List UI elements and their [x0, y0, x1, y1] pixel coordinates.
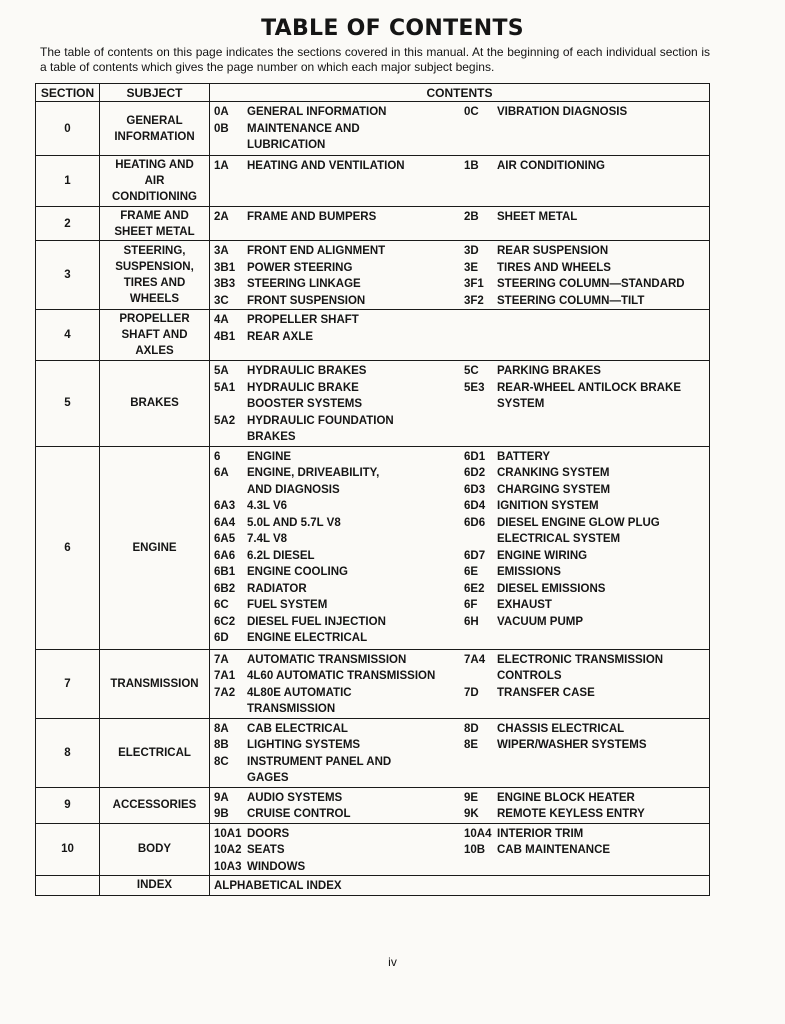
- toc-entry: [464, 209, 709, 226]
- entry-code: 9B: [214, 808, 229, 820]
- section-contents: [210, 823, 710, 876]
- section-row: [36, 310, 710, 361]
- entry-label: DIESEL ENGINE GLOW PLUG ELECTRICAL SYSTEM: [497, 516, 660, 545]
- entry-label: REMOTE KEYLESS ENTRY: [497, 808, 645, 820]
- section-number: 4: [36, 310, 100, 361]
- contents-column-right: [464, 363, 709, 446]
- section-row: [36, 207, 710, 241]
- toc-entry: [214, 121, 464, 154]
- entry-code: 1B: [464, 160, 479, 172]
- entry-label: CRANKING SYSTEM: [497, 467, 610, 479]
- toc-entry: [464, 842, 709, 859]
- toc-table: [35, 83, 710, 896]
- toc-entry: [214, 293, 464, 310]
- entry-label: ELECTRONIC TRANSMISSION CONTROLS: [497, 653, 664, 682]
- entry-code: 3C: [214, 294, 229, 307]
- entry-label: TRANSFER CASE: [497, 686, 595, 699]
- section-header: SECTION: [36, 84, 100, 102]
- section-row: [36, 876, 710, 896]
- entry-label: FRAME AND BUMPERS: [247, 211, 377, 223]
- section-subject: PROPELLER SHAFT AND AXLES: [100, 310, 210, 361]
- entry-code: 6A4: [214, 516, 236, 529]
- section-row: [36, 156, 710, 207]
- entry-label: STEERING LINKAGE: [247, 278, 361, 290]
- entry-code: 6D7: [464, 549, 486, 562]
- toc-entry: [214, 614, 464, 631]
- entry-code: 6A5: [214, 533, 236, 545]
- page-title: TABLE OF CONTENTS: [261, 16, 524, 41]
- contents-column-right: [464, 878, 709, 895]
- entry-code: 3B1: [214, 261, 236, 274]
- toc-entry: [214, 243, 464, 260]
- entry-code: 5A2: [214, 414, 236, 427]
- entry-code: 7A: [214, 653, 229, 666]
- toc-entry: [464, 293, 709, 310]
- toc-entry: [214, 597, 464, 614]
- toc-entry: [464, 826, 709, 843]
- entry-code: 8A: [214, 722, 229, 735]
- entry-label: 4.3L V6: [247, 500, 288, 512]
- toc-entry: [214, 685, 464, 718]
- toc-entry: [464, 614, 709, 631]
- toc-entry: [214, 878, 464, 895]
- contents-column-left: [210, 790, 464, 823]
- toc-entry: [214, 380, 464, 413]
- entry-label: WIPER/WASHER SYSTEMS: [497, 739, 647, 751]
- toc-entry: [214, 806, 464, 823]
- contents-column-left: [210, 721, 464, 787]
- entry-label: REAR-WHEEL ANTILOCK BRAKE SYSTEM: [497, 381, 681, 410]
- toc-entry: [214, 260, 464, 277]
- entry-code: 10A2: [214, 844, 242, 856]
- contents-column-right: [464, 449, 709, 647]
- entry-label: ENGINE ELECTRICAL: [247, 632, 368, 644]
- section-contents: [210, 310, 710, 361]
- entry-code: 6B1: [214, 566, 236, 578]
- entry-code: 8D: [464, 722, 479, 735]
- entry-label: FRONT SUSPENSION: [247, 294, 366, 307]
- section-subject: ENGINE: [100, 446, 210, 649]
- entry-code: 6D3: [464, 483, 486, 496]
- toc-entry: [464, 515, 709, 548]
- entry-label: INTERIOR TRIM: [497, 827, 584, 840]
- entry-code: 4A: [214, 314, 229, 326]
- entry-label: INSTRUMENT PANEL AND GAGES: [247, 755, 392, 784]
- toc-entry: [464, 276, 709, 293]
- section-row: [36, 446, 710, 649]
- entry-label: AIR CONDITIONING: [497, 160, 605, 172]
- entry-code: 6C: [214, 599, 229, 611]
- entry-label: HYDRAULIC BRAKES: [247, 365, 367, 377]
- entry-label: 6.2L DIESEL: [247, 549, 315, 562]
- entry-label: MAINTENANCE AND LUBRICATION: [247, 122, 360, 151]
- toc-entry: [214, 581, 464, 598]
- toc-entry: [214, 531, 464, 548]
- toc-entry: [464, 260, 709, 277]
- contents-column-left: [210, 449, 464, 647]
- section-contents: [210, 787, 710, 823]
- contents-column-right: [464, 209, 709, 226]
- entry-code: 6E: [464, 566, 479, 578]
- entry-code: 10B: [464, 844, 486, 856]
- toc-entry: [214, 859, 464, 876]
- entry-code: 7D: [464, 686, 479, 699]
- toc-entry: [464, 652, 709, 685]
- section-contents: [210, 207, 710, 241]
- section-contents: [210, 718, 710, 787]
- toc-entry: [464, 685, 709, 702]
- contents-column-left: [210, 104, 464, 154]
- entry-label: PARKING BRAKES: [497, 365, 601, 377]
- entry-label: DIESEL FUEL INJECTION: [247, 615, 386, 628]
- section-row: [36, 361, 710, 447]
- section-number: 3: [36, 241, 100, 310]
- toc-entry: [464, 363, 709, 380]
- entry-code: 2A: [214, 211, 229, 223]
- entry-label: STEERING COLUMN—STANDARD: [497, 278, 685, 290]
- toc-entry: [214, 515, 464, 532]
- entry-label: EXHAUST: [497, 599, 552, 611]
- entry-code: 8B: [214, 739, 229, 751]
- entry-label: CHARGING SYSTEM: [497, 483, 611, 496]
- entry-code: 6B2: [214, 582, 236, 595]
- entry-code: 9E: [464, 791, 479, 804]
- contents-column-left: [210, 878, 464, 895]
- entry-code: 5A1: [214, 381, 236, 394]
- section-row: [36, 102, 710, 156]
- toc-entry: [214, 754, 464, 787]
- contents-column-left: [210, 243, 464, 309]
- toc-entry: [214, 413, 464, 446]
- section-contents: [210, 102, 710, 156]
- entry-code: 6D1: [464, 450, 486, 463]
- contents-column-left: [210, 209, 464, 226]
- toc-entry: [214, 449, 464, 466]
- entry-label: 5.0L AND 5.7L V8: [247, 516, 341, 529]
- section-number: 6: [36, 446, 100, 649]
- toc-entry: [464, 737, 709, 754]
- entry-code: 6H: [464, 615, 479, 628]
- page-number: iv: [388, 955, 397, 969]
- toc-entry: [214, 209, 464, 226]
- section-number: 0: [36, 102, 100, 156]
- entry-code: 10A1: [214, 827, 242, 840]
- entry-label: VACUUM PUMP: [497, 615, 584, 628]
- entry-code: 3A: [214, 245, 229, 257]
- section-number: 1: [36, 156, 100, 207]
- toc-entry: [214, 668, 464, 685]
- section-row: [36, 718, 710, 787]
- section-subject: BODY: [100, 823, 210, 876]
- section-subject: ELECTRICAL: [100, 718, 210, 787]
- section-row: [36, 649, 710, 718]
- section-contents: [210, 361, 710, 447]
- entry-label: ENGINE: [247, 450, 292, 463]
- section-subject: GENERAL INFORMATION: [100, 102, 210, 156]
- toc-entry: [464, 449, 709, 466]
- entry-code: 5A: [214, 365, 229, 377]
- entry-label: AUTOMATIC TRANSMISSION: [247, 653, 407, 666]
- entry-label: TIRES AND WHEELS: [497, 261, 611, 274]
- entry-label: REAR SUSPENSION: [497, 245, 609, 257]
- toc-entry: [464, 790, 709, 807]
- entry-code: 9K: [464, 808, 479, 820]
- entry-code: 8C: [214, 755, 229, 768]
- section-contents: [210, 876, 710, 896]
- entry-code: 6E2: [464, 582, 485, 595]
- section-number: [36, 876, 100, 896]
- entry-label: CHASSIS ELECTRICAL: [497, 722, 625, 735]
- toc-entry: [214, 826, 464, 843]
- entry-code: 5C: [464, 365, 479, 377]
- entry-label: LIGHTING SYSTEMS: [247, 739, 361, 751]
- toc-entry: [464, 380, 709, 413]
- section-contents: [210, 446, 710, 649]
- toc-entry: [464, 158, 709, 175]
- entry-code: 3B3: [214, 278, 236, 290]
- entry-label: PROPELLER SHAFT: [247, 314, 359, 326]
- entry-label: 7.4L V8: [247, 533, 288, 545]
- toc-entry: [464, 482, 709, 499]
- entry-label: HYDRAULIC FOUNDATION BRAKES: [247, 414, 394, 443]
- entry-label: ENGINE, DRIVEABILITY, AND DIAGNOSIS: [247, 467, 380, 496]
- entry-code: 6D6: [464, 516, 486, 529]
- contents-column-left: [210, 826, 464, 876]
- entry-label: POWER STEERING: [247, 261, 353, 274]
- entry-code: 3F1: [464, 278, 484, 290]
- entry-code: 6F: [464, 599, 478, 611]
- entry-label: CRUISE CONTROL: [247, 808, 351, 820]
- entry-code: 9A: [214, 791, 229, 804]
- contents-header: CONTENTS: [210, 84, 710, 102]
- section-subject: INDEX: [100, 876, 210, 896]
- toc-entry: [214, 790, 464, 807]
- section-number: 5: [36, 361, 100, 447]
- entry-label: IGNITION SYSTEM: [497, 500, 599, 512]
- toc-entry: [214, 842, 464, 859]
- toc-header-row: [36, 84, 710, 102]
- section-contents: [210, 156, 710, 207]
- entry-code: 10A3: [214, 860, 242, 873]
- toc-entry: [464, 243, 709, 260]
- toc-entry: [464, 806, 709, 823]
- entry-code: 7A4: [464, 653, 486, 666]
- entry-code: 6A3: [214, 500, 236, 512]
- section-row: [36, 241, 710, 310]
- entry-label: FRONT END ALIGNMENT: [247, 245, 386, 257]
- toc-entry: [464, 548, 709, 565]
- entry-code: 4B1: [214, 330, 236, 343]
- contents-column-right: [464, 312, 709, 345]
- section-number: 8: [36, 718, 100, 787]
- entry-code: 0A: [214, 106, 229, 118]
- section-number: 9: [36, 787, 100, 823]
- entry-label: BATTERY: [497, 450, 551, 463]
- entry-label: ENGINE COOLING: [247, 566, 348, 578]
- toc-entry: [214, 564, 464, 581]
- entry-label: RADIATOR: [247, 582, 307, 595]
- entry-code: 1A: [214, 160, 229, 172]
- entry-code: 7A2: [214, 686, 236, 699]
- entry-label: FUEL SYSTEM: [247, 599, 328, 611]
- entry-label: CAB ELECTRICAL: [247, 722, 348, 735]
- contents-column-right: [464, 158, 709, 175]
- toc-entry: [214, 276, 464, 293]
- entry-code: 5E3: [464, 381, 485, 394]
- entry-label: REAR AXLE: [247, 330, 314, 343]
- section-subject: HEATING AND AIR CONDITIONING: [100, 156, 210, 207]
- entry-code: 0B: [214, 122, 229, 135]
- entry-code: 6: [214, 450, 221, 463]
- subject-header: SUBJECT: [100, 84, 210, 102]
- contents-column-right: [464, 104, 709, 154]
- section-number: 10: [36, 823, 100, 876]
- entry-label: HEATING AND VENTILATION: [247, 160, 405, 172]
- contents-column-right: [464, 721, 709, 787]
- contents-column-left: [210, 363, 464, 446]
- entry-label: SHEET METAL: [497, 211, 578, 223]
- entry-code: 3D: [464, 245, 479, 257]
- toc-entry: [214, 630, 464, 647]
- section-subject: TRANSMISSION: [100, 649, 210, 718]
- entry-label: EMISSIONS: [497, 566, 561, 578]
- toc-entry: [464, 581, 709, 598]
- entry-label: CAB MAINTENANCE: [497, 844, 611, 856]
- entry-code: 6C2: [214, 615, 236, 628]
- entry-code: 6D: [214, 632, 229, 644]
- entry-code: 6D4: [464, 500, 486, 512]
- toc-entry: [214, 465, 464, 498]
- toc-entry: [464, 597, 709, 614]
- section-contents: [210, 649, 710, 718]
- contents-column-right: [464, 826, 709, 876]
- entry-code: 2B: [464, 211, 479, 223]
- entry-code: 6A6: [214, 549, 236, 562]
- entry-label: HYDRAULIC BRAKE BOOSTER SYSTEMS: [247, 381, 363, 410]
- section-number: 7: [36, 649, 100, 718]
- toc-entry: [214, 363, 464, 380]
- section-subject: ACCESSORIES: [100, 787, 210, 823]
- entry-label: WINDOWS: [247, 860, 306, 873]
- toc-entry: [464, 721, 709, 738]
- intro-paragraph: The table of contents on this page indicates the sections covered in this manual. At the beginning of each individual section is a table of contents which gives the page number on which each major subject begins.: [40, 45, 710, 74]
- toc-entry: [464, 104, 709, 121]
- entry-label: VIBRATION DIAGNOSIS: [497, 106, 628, 118]
- entry-label: GENERAL INFORMATION: [247, 106, 387, 118]
- toc-entry: [214, 329, 464, 346]
- entry-label: DOORS: [247, 827, 290, 840]
- section-subject: STEERING, SUSPENSION, TIRES AND WHEELS: [100, 241, 210, 310]
- contents-column-right: [464, 790, 709, 823]
- entry-code: 6A: [214, 467, 229, 479]
- entry-label: ENGINE WIRING: [497, 549, 588, 562]
- toc-entry: [464, 498, 709, 515]
- section-number: 2: [36, 207, 100, 241]
- entry-code: 3F2: [464, 294, 484, 307]
- contents-column-right: [464, 243, 709, 309]
- entry-code: 7A1: [214, 670, 236, 682]
- contents-column-left: [210, 312, 464, 345]
- toc-entry: [464, 465, 709, 482]
- toc-entry: [214, 652, 464, 669]
- toc-entry: [214, 498, 464, 515]
- contents-column-left: [210, 652, 464, 718]
- entry-code: 3E: [464, 261, 479, 274]
- toc-entry: [214, 104, 464, 121]
- section-subject: BRAKES: [100, 361, 210, 447]
- toc-entry: [214, 548, 464, 565]
- contents-column-right: [464, 652, 709, 718]
- entry-label: STEERING COLUMN—TILT: [497, 294, 645, 307]
- section-subject: FRAME AND SHEET METAL: [100, 207, 210, 241]
- section-row: [36, 823, 710, 876]
- entry-label: 4L80E AUTOMATIC TRANSMISSION: [247, 686, 352, 715]
- entry-label: DIESEL EMISSIONS: [497, 582, 606, 595]
- entry-code: 6D2: [464, 467, 486, 479]
- entry-code: 0C: [464, 106, 479, 118]
- toc-entry: [214, 158, 464, 175]
- entry-code: 10A4: [464, 827, 492, 840]
- entry-label: ALPHABETICAL INDEX: [214, 880, 342, 892]
- entry-code: 8E: [464, 739, 479, 751]
- entry-label: ENGINE BLOCK HEATER: [497, 791, 635, 804]
- entry-label: SEATS: [247, 844, 285, 856]
- entry-label: 4L60 AUTOMATIC TRANSMISSION: [247, 670, 436, 682]
- toc-entry: [464, 564, 709, 581]
- toc-entry: [214, 737, 464, 754]
- toc-entry: [214, 721, 464, 738]
- entry-label: AUDIO SYSTEMS: [247, 791, 343, 804]
- contents-column-left: [210, 158, 464, 175]
- toc-entry: [214, 312, 464, 329]
- section-contents: [210, 241, 710, 310]
- section-row: [36, 787, 710, 823]
